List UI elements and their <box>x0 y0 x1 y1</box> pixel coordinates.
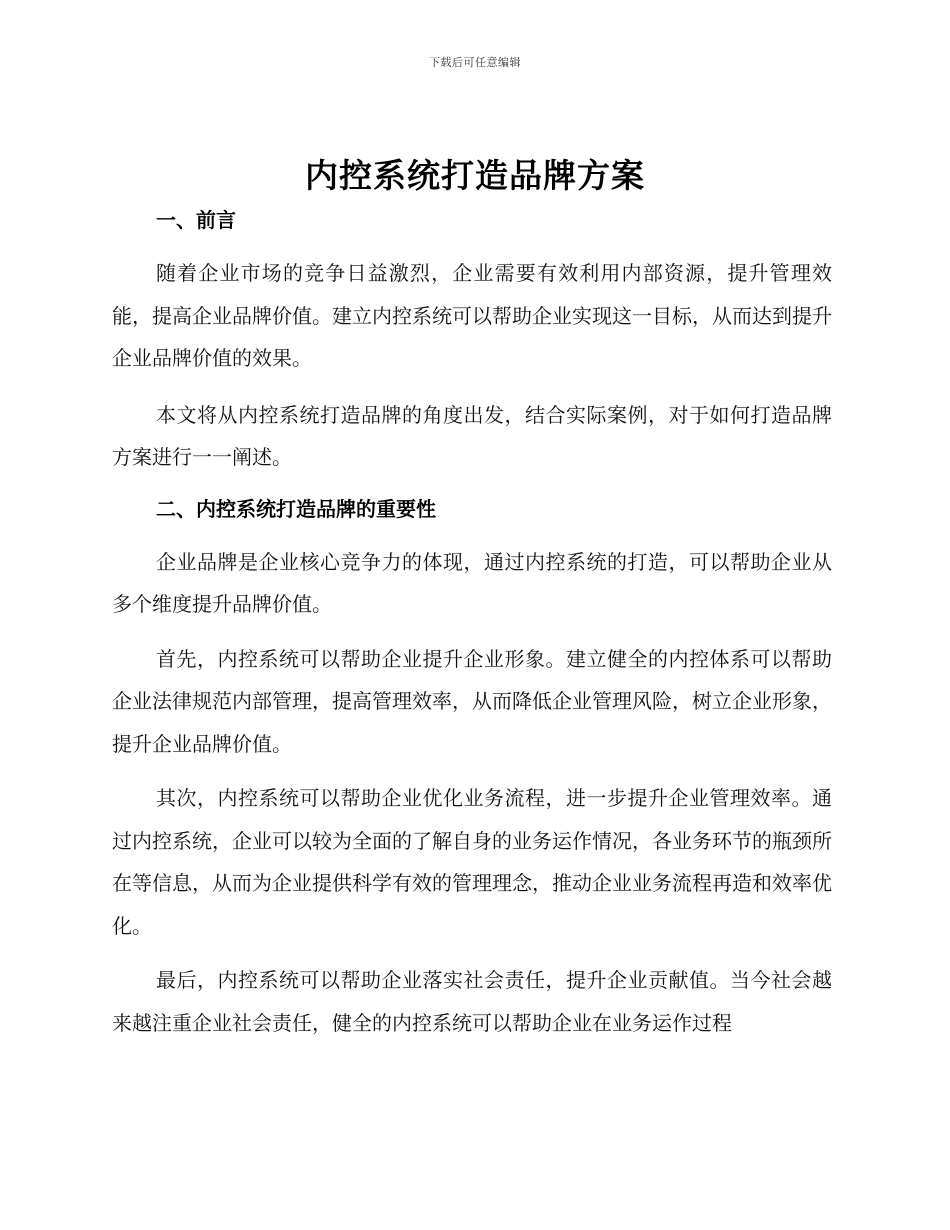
paragraph: 其次，内控系统可以帮助企业优化业务流程，进一步提升企业管理效率。通过内控系统，企业可以较为全面的了解自身的业务运作情况，各业务环节的瓶颈所在等信息，从而为企业提供科学有效的管理理念，推动企业业务流程再造和效率优化。 <box>112 786 832 938</box>
paragraph: 随着企业市场的竞争日益激烈，企业需要有效利用内部资源，提升管理效能，提高企业品牌价值。建立内控系统可以帮助企业实现这一目标，从而达到提升企业品牌价值的效果。 <box>112 261 832 370</box>
paragraph: 企业品牌是企业核心竞争力的体现，通过内控系统的打造，可以帮助企业从多个维度提升品牌价值。 <box>112 549 832 616</box>
header-note: 下载后可任意编辑 <box>429 56 521 69</box>
paragraph: 最后，内控系统可以帮助企业落实社会责任，提升企业贡献值。当今社会越来越注重企业社会责任，健全的内控系统可以帮助企业在业务运作过程 <box>112 968 832 1035</box>
section-heading-preface: 一、前言 <box>156 208 236 232</box>
document-title: 内控系统打造品牌方案 <box>305 156 645 195</box>
document-body <box>112 200 832 1044</box>
paragraph: 本文将从内控系统打造品牌的角度出发，结合实际案例，对于如何打造品牌方案进行一一阐述。 <box>112 402 832 469</box>
paragraph: 首先，内控系统可以帮助企业提升企业形象。建立健全的内控体系可以帮助企业法律规范内部管理，提高管理效率，从而降低企业管理风险，树立企业形象，提升企业品牌价值。 <box>112 646 832 756</box>
section-heading-importance: 二、内控系统打造品牌的重要性 <box>156 496 436 521</box>
